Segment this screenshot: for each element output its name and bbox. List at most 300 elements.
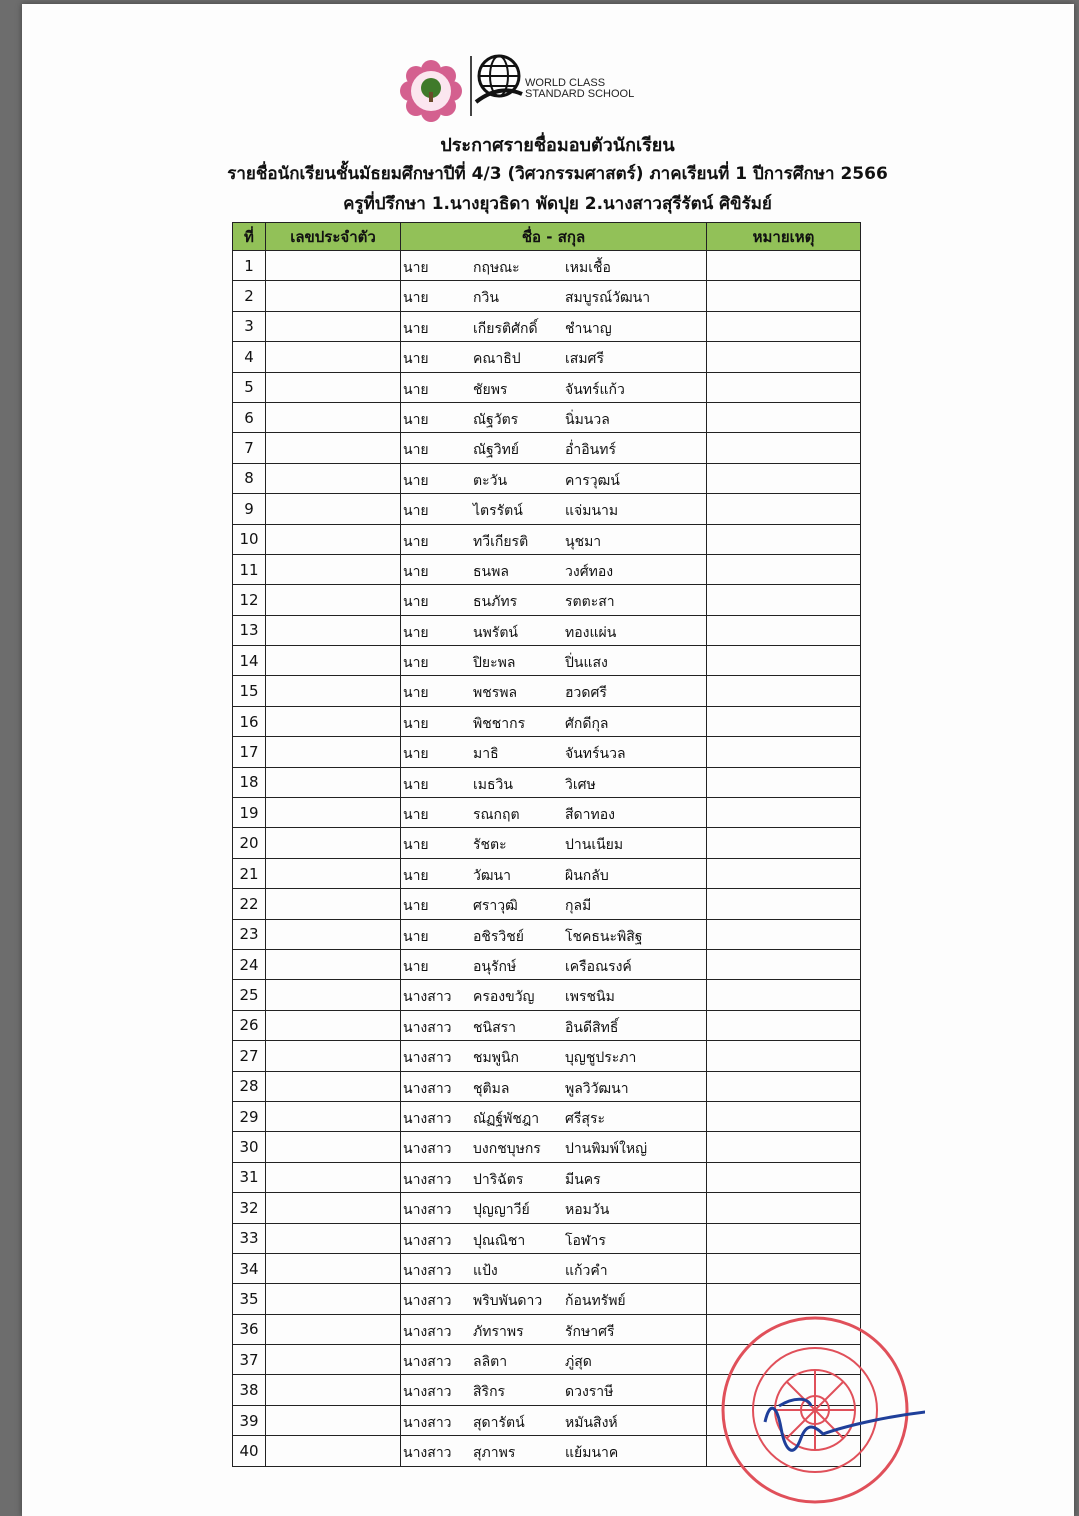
last-name: นุชมา: [565, 533, 602, 550]
first-name: ณัฐวิทย์: [473, 442, 520, 459]
last-name: พูลวิวัฒนา: [565, 1080, 629, 1097]
last-name: แจ่มนาม: [565, 503, 619, 520]
student-name-cell: [401, 1132, 707, 1162]
note-cell: [707, 646, 861, 676]
first-name: คณาธิป: [473, 351, 521, 368]
table-row: [233, 889, 861, 919]
first-name: กวิน: [473, 290, 499, 307]
last-name: แก้วคำ: [565, 1262, 608, 1279]
row-number: 11: [233, 554, 266, 584]
student-name-cell: [401, 372, 707, 402]
note-cell: [707, 949, 861, 979]
row-number: 24: [233, 949, 266, 979]
last-name: คารวุฒน์: [565, 472, 620, 489]
first-name: ไตรรัตน์: [473, 503, 523, 520]
name-title: นาย: [403, 320, 429, 337]
note-cell: [707, 1223, 861, 1253]
table-row: [233, 1071, 861, 1101]
row-number: 34: [233, 1253, 266, 1283]
student-id-cell: [266, 980, 401, 1010]
last-name: โชคธนะพิสิฐ: [565, 928, 643, 945]
last-name: ศรีสุระ: [565, 1110, 605, 1127]
name-title: นาย: [403, 807, 429, 824]
student-name-cell: [401, 858, 707, 888]
row-number: 9: [233, 494, 266, 524]
row-number: 39: [233, 1405, 266, 1435]
row-number: 35: [233, 1284, 266, 1314]
note-cell: [707, 402, 861, 432]
first-name: นพรัตน์: [473, 624, 518, 641]
note-cell: [707, 585, 861, 615]
last-name: เหมเชื้อ: [565, 260, 611, 276]
last-name: เครือณรงค์: [565, 958, 632, 975]
student-id-cell: [266, 1010, 401, 1040]
note-cell: [707, 919, 861, 949]
first-name: ปิยะพล: [473, 655, 516, 672]
last-name: ทองแผ่น: [565, 624, 617, 641]
note-cell: [707, 281, 861, 311]
student-name-cell: [401, 1314, 707, 1344]
student-id-cell: [266, 1314, 401, 1344]
student-id-cell: [266, 1071, 401, 1101]
note-cell: [707, 889, 861, 919]
student-name-cell: [401, 646, 707, 676]
note-cell: [707, 615, 861, 645]
first-name: บงกชบุษกร: [473, 1141, 541, 1158]
first-name: ปุณณิชา: [473, 1232, 526, 1249]
last-name: จันทร์แก้ว: [565, 381, 625, 398]
student-id-cell: [266, 737, 401, 767]
school-emblem-logo: [400, 60, 462, 122]
last-name: สีดาทอง: [565, 807, 615, 824]
world-class-text: [525, 78, 634, 100]
row-number: 36: [233, 1314, 266, 1344]
row-number: 1: [233, 251, 266, 281]
row-number: 28: [233, 1071, 266, 1101]
first-name: อนุรักษ์: [473, 958, 517, 975]
row-number: 14: [233, 646, 266, 676]
name-title: นาย: [403, 472, 429, 489]
note-cell: [707, 494, 861, 524]
first-name: เมธวิน: [473, 776, 513, 793]
name-title: นาย: [403, 624, 429, 641]
student-name-cell: [401, 433, 707, 463]
note-cell: [707, 858, 861, 888]
first-name: ธนพล: [473, 563, 509, 580]
note-cell: [707, 1132, 861, 1162]
table-row: [233, 1101, 861, 1131]
first-name: ศราวุฒิ: [473, 898, 518, 915]
note-cell: [707, 1193, 861, 1223]
student-id-cell: [266, 919, 401, 949]
student-name-cell: [401, 1101, 707, 1131]
table-row: [233, 342, 861, 372]
row-number: 29: [233, 1101, 266, 1131]
student-id-cell: [266, 554, 401, 584]
name-title: นาย: [403, 776, 429, 793]
last-name: ผินกลับ: [565, 867, 609, 884]
row-number: 21: [233, 858, 266, 888]
name-title: นาย: [403, 655, 429, 672]
student-name-cell: [401, 676, 707, 706]
student-id-cell: [266, 646, 401, 676]
student-name-cell: [401, 554, 707, 584]
name-title: นาย: [403, 685, 429, 702]
student-name-cell: [401, 706, 707, 736]
note-cell: [707, 676, 861, 706]
table-row: [233, 949, 861, 979]
advisors-line: ครูที่ปรึกษา 1.นางยุวธิดา พัดปุย 2.นางสาวสุรีรัตน์ ศิขิรัมย์: [343, 194, 772, 214]
table-row: [233, 554, 861, 584]
first-name: แป้ง: [473, 1262, 498, 1279]
table-row: [233, 433, 861, 463]
student-id-cell: [266, 402, 401, 432]
row-number: 17: [233, 737, 266, 767]
last-name: โอฬาร: [565, 1232, 606, 1249]
last-name: วงศ์ทอง: [565, 563, 614, 580]
last-name: ชำนาญ: [565, 320, 612, 337]
student-id-cell: [266, 463, 401, 493]
table-row: [233, 402, 861, 432]
table-row: [233, 524, 861, 554]
note-cell: [707, 1101, 861, 1131]
row-number: 32: [233, 1193, 266, 1223]
student-name-cell: [401, 615, 707, 645]
table-row: [233, 251, 861, 281]
last-name: หมันสิงห์: [565, 1414, 618, 1431]
row-number: 12: [233, 585, 266, 615]
row-number: 31: [233, 1162, 266, 1192]
name-title: นาย: [403, 503, 429, 520]
first-name: รณกฤต: [473, 807, 520, 824]
name-title: นางสาว: [403, 1262, 452, 1279]
name-title: นางสาว: [403, 1080, 452, 1097]
note-cell: [707, 433, 861, 463]
first-name: ณัฏฐ์พัชฎา: [473, 1110, 540, 1127]
column-header-id: เลขประจำตัว: [266, 223, 401, 251]
table-row: [233, 676, 861, 706]
first-name: ชนิสรา: [473, 1019, 516, 1036]
student-name-cell: [401, 402, 707, 432]
note-cell: [707, 980, 861, 1010]
row-number: 33: [233, 1223, 266, 1253]
first-name: สิริกร: [473, 1384, 506, 1401]
student-id-cell: [266, 494, 401, 524]
note-cell: [707, 342, 861, 372]
student-id-cell: [266, 828, 401, 858]
name-title: นาย: [403, 563, 429, 580]
first-name: ชุติมล: [473, 1080, 510, 1097]
name-title: นางสาว: [403, 1323, 452, 1340]
note-cell: [707, 1071, 861, 1101]
student-name-cell: [401, 1253, 707, 1283]
student-name-cell: [401, 1010, 707, 1040]
student-id-cell: [266, 585, 401, 615]
student-name-cell: [401, 919, 707, 949]
first-name: ตะวัน: [473, 472, 508, 489]
table-row: [233, 646, 861, 676]
student-name-cell: [401, 1071, 707, 1101]
column-header-note: หมายเหตุ: [707, 223, 861, 251]
first-name: ชมพูนิก: [473, 1050, 520, 1067]
name-title: นาย: [403, 594, 429, 611]
table-row: [233, 281, 861, 311]
name-title: นางสาว: [403, 989, 452, 1006]
table-body: [233, 251, 861, 1467]
row-number: 3: [233, 311, 266, 341]
table-row: [233, 980, 861, 1010]
last-name: สมบูรณ์วัฒนา: [565, 290, 651, 307]
student-name-cell: [401, 798, 707, 828]
student-name-cell: [401, 889, 707, 919]
last-name: รักษาศรี: [565, 1323, 615, 1340]
table-row: [233, 585, 861, 615]
name-title: นาย: [403, 411, 429, 428]
row-number: 6: [233, 402, 266, 432]
table-row: [233, 1223, 861, 1253]
name-title: นางสาว: [403, 1384, 452, 1401]
student-id-cell: [266, 372, 401, 402]
last-name: รตตะสา: [565, 594, 615, 611]
note-cell: [707, 1010, 861, 1040]
student-name-cell: [401, 463, 707, 493]
last-name: วิเศษ: [565, 776, 596, 793]
student-id-cell: [266, 433, 401, 463]
first-name: พิชชากร: [473, 715, 526, 732]
note-cell: [707, 1253, 861, 1283]
name-title: นางสาว: [403, 1141, 452, 1158]
name-title: นาย: [403, 928, 429, 945]
name-title: นาย: [403, 381, 429, 398]
row-number: 22: [233, 889, 266, 919]
last-name: จันทร์นวล: [565, 746, 626, 763]
world-class-line1: WORLD CLASS: [525, 77, 606, 89]
note-cell: [707, 311, 861, 341]
last-name: ปานพิมพ์ใหญ่: [565, 1141, 647, 1158]
student-name-cell: [401, 1436, 707, 1466]
student-id-cell: [266, 1405, 401, 1435]
first-name: รัชตะ: [473, 837, 507, 854]
student-id-cell: [266, 1284, 401, 1314]
header-logos: [400, 52, 640, 120]
first-name: มาธิ: [473, 746, 499, 763]
student-id-cell: [266, 858, 401, 888]
student-id-cell: [266, 949, 401, 979]
last-name: นิ่มนวล: [565, 411, 610, 428]
row-number: 7: [233, 433, 266, 463]
school-seal-stamp: [705, 1310, 925, 1510]
student-name-cell: [401, 494, 707, 524]
student-name-cell: [401, 737, 707, 767]
column-header-name: ชื่อ - สกุล: [401, 223, 707, 251]
student-id-cell: [266, 767, 401, 797]
note-cell: [707, 1041, 861, 1071]
student-id-cell: [266, 1162, 401, 1192]
table-row: [233, 311, 861, 341]
row-number: 5: [233, 372, 266, 402]
note-cell: [707, 767, 861, 797]
name-title: นาย: [403, 260, 429, 276]
student-id-cell: [266, 676, 401, 706]
student-id-cell: [266, 1101, 401, 1131]
first-name: วัฒนา: [473, 867, 511, 884]
first-name: ภัทราพร: [473, 1323, 524, 1340]
name-title: นางสาว: [403, 1293, 452, 1310]
table-row: [233, 1010, 861, 1040]
table-row: [233, 828, 861, 858]
row-number: 20: [233, 828, 266, 858]
student-id-cell: [266, 1041, 401, 1071]
student-id-cell: [266, 342, 401, 372]
student-id-cell: [266, 889, 401, 919]
name-title: นาย: [403, 867, 429, 884]
row-number: 30: [233, 1132, 266, 1162]
note-cell: [707, 463, 861, 493]
student-name-cell: [401, 980, 707, 1010]
student-name-cell: [401, 767, 707, 797]
name-title: นางสาว: [403, 1019, 452, 1036]
student-name-cell: [401, 251, 707, 281]
student-id-cell: [266, 281, 401, 311]
table-row: [233, 767, 861, 797]
name-title: นาย: [403, 715, 429, 732]
last-name: หอมวัน: [565, 1202, 610, 1219]
first-name: ลลิตา: [473, 1354, 508, 1371]
name-title: นาย: [403, 898, 429, 915]
row-number: 8: [233, 463, 266, 493]
note-cell: [707, 828, 861, 858]
student-id-cell: [266, 1253, 401, 1283]
row-number: 13: [233, 615, 266, 645]
row-number: 40: [233, 1436, 266, 1466]
name-title: นาย: [403, 837, 429, 854]
student-name-cell: [401, 949, 707, 979]
row-number: 18: [233, 767, 266, 797]
student-name-cell: [401, 1193, 707, 1223]
student-name-cell: [401, 1405, 707, 1435]
last-name: เสมศรี: [565, 351, 604, 368]
first-name: ณัฐวัตร: [473, 411, 519, 428]
table-row: [233, 615, 861, 645]
last-name: ภู่สุด: [565, 1354, 592, 1371]
student-name-cell: [401, 1041, 707, 1071]
row-number: 4: [233, 342, 266, 372]
row-number: 19: [233, 798, 266, 828]
student-name-cell: [401, 524, 707, 554]
class-subtitle: รายชื่อนักเรียนชั้นมัธยมศึกษาปีที่ 4/3 (วิศวกรรมศาสตร์) ภาคเรียนที่ 1 ปีการศึกษา 2566: [227, 164, 888, 184]
name-title: นาย: [403, 290, 429, 307]
first-name: สุดารัตน์: [473, 1414, 525, 1431]
first-name: ครองขวัญ: [473, 989, 535, 1006]
table-row: [233, 858, 861, 888]
row-number: 25: [233, 980, 266, 1010]
name-title: นางสาว: [403, 1445, 452, 1462]
table-row: [233, 1132, 861, 1162]
table-row: [233, 798, 861, 828]
note-cell: [707, 251, 861, 281]
note-cell: [707, 372, 861, 402]
row-number: 37: [233, 1345, 266, 1375]
student-id-cell: [266, 524, 401, 554]
table-row: [233, 1041, 861, 1071]
column-header-no: ที่: [233, 223, 266, 251]
name-title: นาย: [403, 442, 429, 459]
note-cell: [707, 798, 861, 828]
student-roster-table: [232, 222, 861, 1467]
world-class-line2: STANDARD SCHOOL: [525, 88, 635, 100]
first-name: พริบพันดาว: [473, 1293, 543, 1310]
name-title: นางสาว: [403, 1202, 452, 1219]
name-title: นางสาว: [403, 1171, 452, 1188]
name-title: นาย: [403, 351, 429, 368]
student-name-cell: [401, 281, 707, 311]
student-name-cell: [401, 1223, 707, 1253]
first-name: เกียรติศักดิ์: [473, 320, 538, 337]
row-number: 38: [233, 1375, 266, 1405]
first-name: สุภาพร: [473, 1445, 516, 1462]
student-name-cell: [401, 585, 707, 615]
table-header-row: [233, 223, 861, 251]
last-name: อินดีสิทธิ์: [565, 1019, 619, 1036]
student-id-cell: [266, 1436, 401, 1466]
row-number: 27: [233, 1041, 266, 1071]
last-name: ปิ่นแสง: [565, 655, 608, 672]
name-title: นางสาว: [403, 1414, 452, 1431]
name-title: นาย: [403, 533, 429, 550]
first-name: ปาริฉัตร: [473, 1171, 524, 1188]
last-name: ศักดีกุล: [565, 715, 609, 732]
student-id-cell: [266, 615, 401, 645]
row-number: 23: [233, 919, 266, 949]
table-row: [233, 706, 861, 736]
note-cell: [707, 1162, 861, 1192]
logo-divider: [470, 56, 472, 116]
row-number: 2: [233, 281, 266, 311]
student-id-cell: [266, 1345, 401, 1375]
student-name-cell: [401, 828, 707, 858]
last-name: อ่ำอินทร์: [565, 442, 616, 459]
table-row: [233, 1253, 861, 1283]
last-name: บุญชูประภา: [565, 1050, 637, 1067]
first-name: ทวีเกียรติ: [473, 533, 529, 550]
student-id-cell: [266, 1132, 401, 1162]
last-name: ปานเนียม: [565, 837, 624, 854]
student-id-cell: [266, 251, 401, 281]
student-id-cell: [266, 1375, 401, 1405]
last-name: ดวงราษี: [565, 1384, 614, 1401]
table-row: [233, 919, 861, 949]
name-title: นาย: [403, 746, 429, 763]
row-number: 15: [233, 676, 266, 706]
first-name: กฤษณะ: [473, 260, 520, 276]
student-id-cell: [266, 706, 401, 736]
first-name: ชัยพร: [473, 381, 508, 398]
note-cell: [707, 706, 861, 736]
name-title: นางสาว: [403, 1110, 452, 1127]
student-id-cell: [266, 1193, 401, 1223]
note-cell: [707, 737, 861, 767]
last-name: กุลมี: [565, 898, 592, 915]
row-number: 26: [233, 1010, 266, 1040]
row-number: 16: [233, 706, 266, 736]
last-name: แย้มนาค: [565, 1445, 619, 1462]
world-class-globe-logo: [474, 54, 524, 108]
student-name-cell: [401, 1375, 707, 1405]
student-name-cell: [401, 342, 707, 372]
table-row: [233, 737, 861, 767]
first-name: อชิรวิชย์: [473, 928, 524, 945]
student-id-cell: [266, 311, 401, 341]
